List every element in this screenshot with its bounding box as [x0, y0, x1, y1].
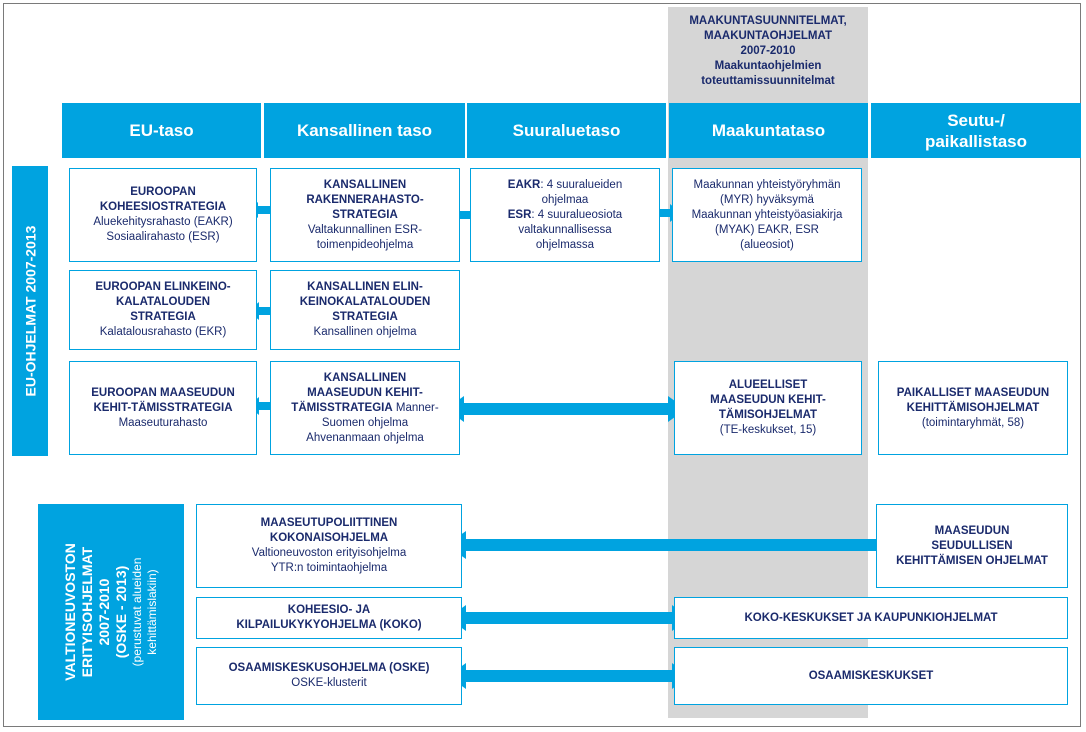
side-label-line: (perustuvat alueiden	[130, 557, 144, 667]
box-line: KANSALLINEN ELIN-	[307, 281, 423, 293]
title-line: 2007-2010	[740, 45, 796, 57]
box-line: KALATALOUDEN	[115, 296, 211, 308]
double-arrow	[446, 531, 896, 559]
box-line: Valtakunnallinen ESR-	[307, 223, 423, 236]
side-label-text: EU-OHJELMAT 2007-2013	[22, 225, 39, 397]
box-regional-cooperation	[672, 168, 862, 262]
box-line: Aluekehitysrahasto (EAKR)	[93, 216, 233, 228]
box-line: MAASEUDUN KEHIT-	[710, 394, 826, 406]
box-line: KANSALLINEN	[323, 178, 407, 191]
box-line: KEHIT-TÄMISSTRATEGIA	[93, 401, 233, 414]
box-national-rural-strategy	[270, 361, 460, 455]
box-line: STRATEGIA	[332, 208, 398, 221]
box-line: MAASEUTUPOLIITTINEN	[260, 517, 398, 529]
box-oske-centers	[674, 647, 1068, 705]
box-eu-cohesion-strategy	[69, 168, 257, 262]
title-line: MAAKUNTAOHJELMAT	[704, 30, 832, 42]
box-line: STRATEGIA	[332, 311, 398, 323]
box-line: Maakunnan yhteistyöasiakirja	[691, 208, 843, 221]
box-line	[508, 178, 622, 193]
box-line-rest: Manner-	[392, 401, 439, 414]
box-line: MAASEUDUN	[934, 524, 1010, 537]
box-line: EUROOPAN MAASEUDUN	[91, 386, 235, 399]
side-label-line: 2007-2010	[96, 578, 112, 646]
box-line: KEINOKALATALOUDEN	[299, 296, 431, 308]
box-line-bold: TÄMISSTRATEGIA	[291, 401, 393, 414]
box-rural-sub-regional-programs	[876, 504, 1068, 588]
box-rural-policy-program	[196, 504, 462, 588]
box-line: (TE-keskukset, 15)	[719, 424, 817, 436]
box-line: KOKO-KESKUKSET JA KAUPUNKIOHJELMAT	[744, 611, 998, 624]
double-arrow	[448, 605, 690, 631]
double-arrow	[448, 663, 690, 689]
box-line: OSAAMISKESKUKSET	[808, 669, 934, 682]
box-oske-program	[196, 647, 462, 705]
box-koko-program	[196, 597, 462, 639]
box-line: OSAAMISKESKUSOHJELMA (OSKE)	[228, 662, 430, 674]
box-line: RAKENNERAHASTO-	[306, 193, 424, 206]
box-line: KOKONAISOHJELMA	[269, 532, 389, 544]
header-label: Seutu-/	[947, 110, 1005, 130]
box-line: Valtioneuvoston erityisohjelma	[251, 547, 407, 559]
box-line: (alueosiot)	[740, 238, 794, 251]
box-line: STRATEGIA	[130, 311, 196, 323]
header-label: EU-taso	[129, 121, 194, 140]
box-national-structural-strategy	[270, 168, 460, 262]
box-line	[508, 208, 622, 223]
box-line: Kansallinen ohjelma	[313, 326, 417, 338]
box-line: TÄMISOHJELMAT	[718, 409, 818, 421]
box-national-fisheries-strategy	[270, 270, 460, 350]
side-label-line: kehittämislakiin)	[145, 569, 159, 655]
box-line: ohjelmaa	[541, 193, 589, 206]
box-line: (toimintaryhmät, 58)	[921, 416, 1025, 429]
box-line: toimenpideohjelma	[316, 238, 414, 251]
box-line: KEHITTÄMISEN OHJELMAT	[896, 554, 1048, 567]
header-label: Kansallinen taso	[296, 121, 433, 140]
side-label-line: (OSKE - 2013)	[113, 565, 129, 659]
box-line: valtakunnallisessa	[518, 223, 612, 236]
box-line: MAASEUDUN KEHIT-	[307, 386, 423, 399]
box-line: KANSALLINEN	[323, 371, 407, 384]
double-arrow	[446, 396, 686, 422]
box-line: KOHEESIO- JA	[287, 604, 371, 616]
box-line: KEHITTÄMISOHJELMAT	[906, 401, 1040, 414]
box-line: Maakunnan yhteistyöryhmän	[693, 178, 841, 191]
title-line: toteuttamissuunnitelmat	[701, 75, 835, 87]
box-line: KILPAILUKYKYOHJELMA (KOKO)	[236, 619, 422, 631]
box-line: Maaseuturahasto	[118, 416, 208, 429]
box-eu-fisheries-strategy	[69, 270, 257, 350]
box-line: (MYAK) EAKR, ESR	[715, 223, 819, 236]
box-line: YTR:n toimintaohjelma	[270, 562, 388, 574]
box-line: EUROOPAN	[130, 186, 196, 198]
box-line: (MYR) hyväksymä	[720, 193, 814, 206]
box-line: ohjelmassa	[535, 238, 595, 251]
box-line: Suomen ohjelma	[321, 416, 409, 429]
box-koko-centers	[674, 597, 1068, 639]
box-line	[291, 401, 438, 416]
title-line: Maakuntaohjelmien	[714, 60, 822, 72]
box-line-bold: ESR	[507, 208, 532, 221]
box-major-region-programs	[470, 168, 660, 262]
header-label: Suuraluetaso	[512, 121, 621, 140]
box-line: EUROOPAN ELINKEINO-	[95, 281, 231, 293]
box-line-rest: : 4 suuralueosiota	[531, 208, 623, 221]
side-label-line: VALTIONEUVOSTON	[62, 543, 78, 681]
header-label: paikallistaso	[924, 131, 1028, 151]
box-regional-rural-programs	[674, 361, 862, 455]
box-line: Kalatalousrahasto (EKR)	[99, 326, 227, 338]
title-line: MAAKUNTASUUNNITELMAT,	[689, 15, 847, 27]
side-label-line: ERITYISOHJELMAT	[79, 546, 95, 678]
box-line: Sosiaalirahasto (ESR)	[106, 231, 220, 243]
box-eu-rural-strategy	[69, 361, 257, 455]
box-line: KOHEESIOSTRATEGIA	[99, 201, 227, 213]
box-line: SEUDULLISEN	[931, 539, 1013, 552]
box-line-rest: : 4 suuralueiden	[540, 178, 623, 191]
box-line-bold: EAKR	[507, 178, 541, 191]
box-line: ALUEELLISET	[728, 379, 808, 391]
box-line: PAIKALLISET MAASEUDUN	[896, 386, 1050, 399]
box-local-rural-programs	[878, 361, 1068, 455]
box-line: Ahvenanmaan ohjelma	[306, 431, 424, 444]
box-line: OSKE-klusterit	[291, 677, 367, 689]
header-label: Maakuntataso	[711, 121, 826, 140]
